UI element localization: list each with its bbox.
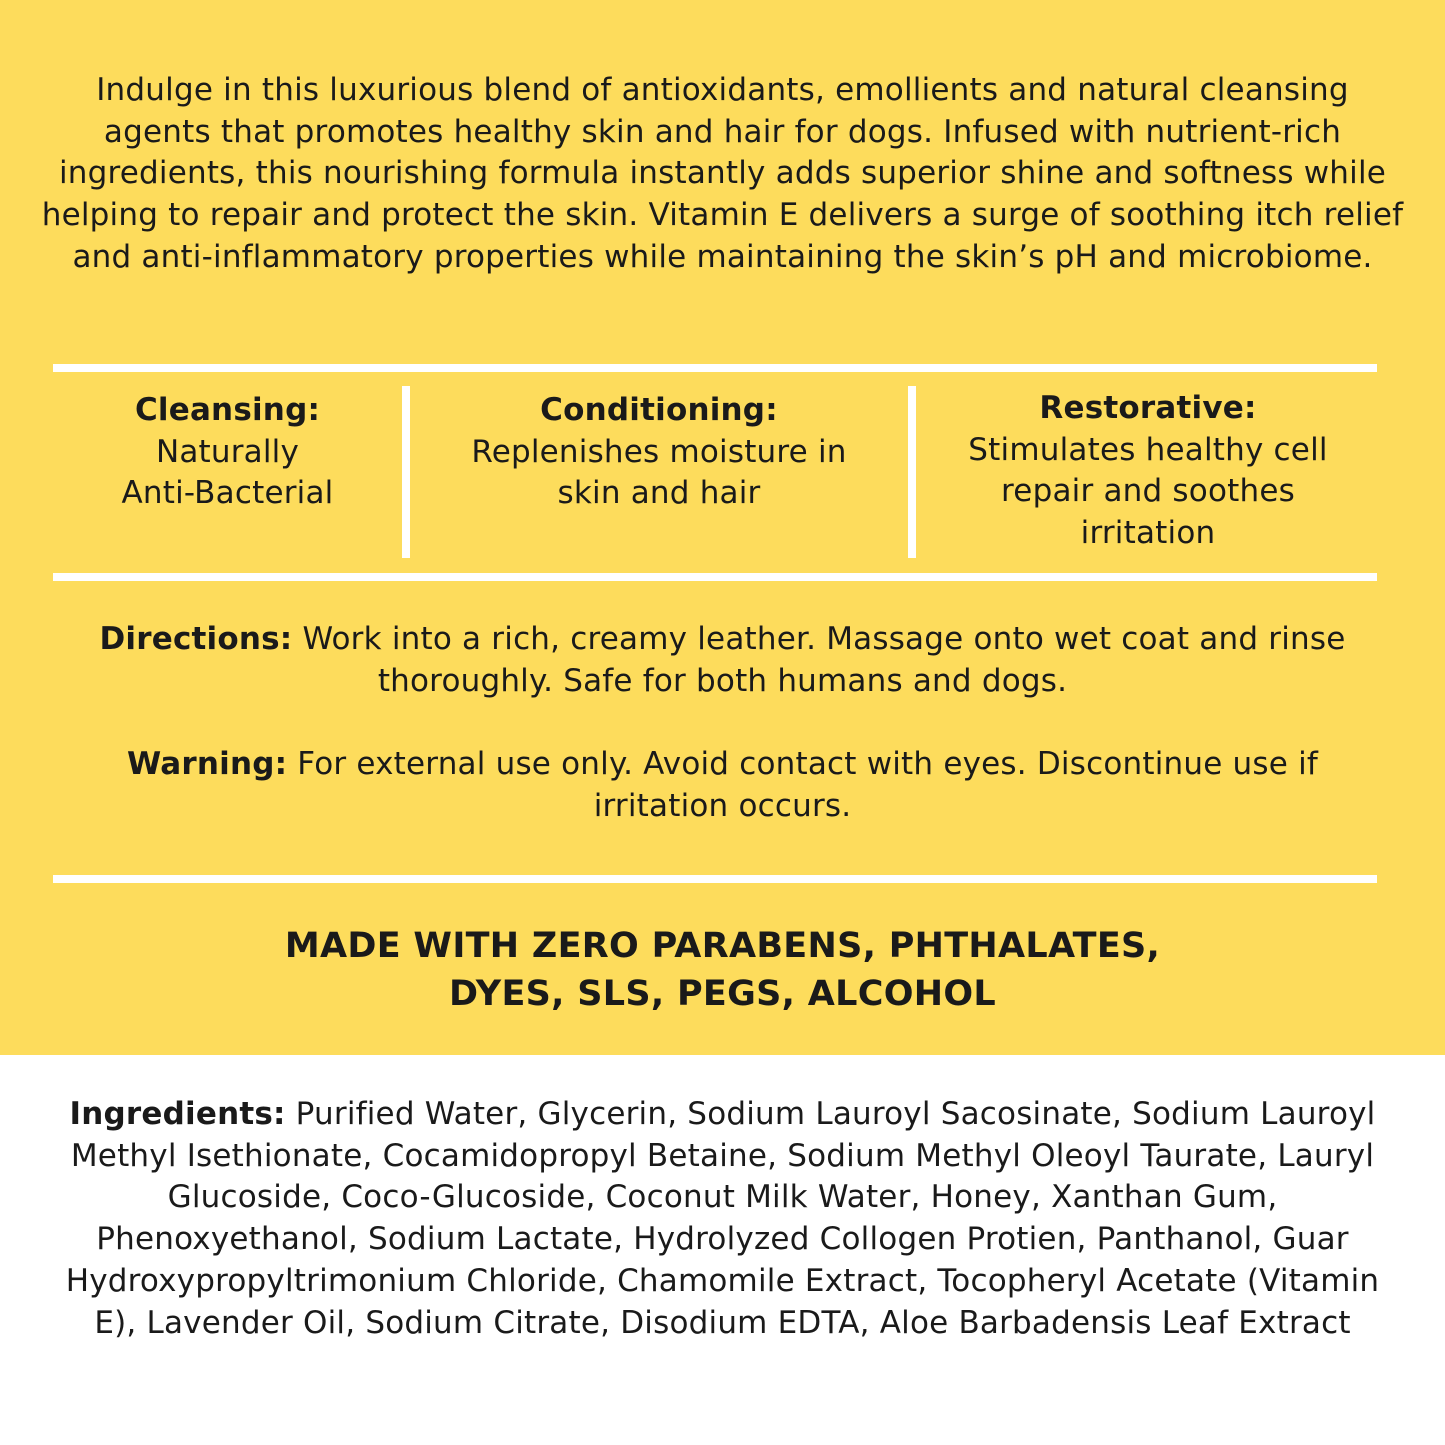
- divider-top: [53, 364, 1377, 372]
- benefit-cleansing: [60, 390, 395, 515]
- warning: [60, 744, 1385, 827]
- divider-vertical-2: [908, 386, 916, 558]
- free-from-line-2: DYES, SLS, PEGS, ALCOHOL: [449, 974, 996, 1014]
- benefit-text: Naturally Anti-Bacterial: [121, 433, 334, 512]
- ingredients-list: [60, 1094, 1385, 1344]
- divider-bottom: [53, 875, 1377, 883]
- divider-vertical-1: [402, 386, 410, 558]
- benefit-text: Stimulates healthy cell repair and soothes irritation: [968, 431, 1328, 552]
- free-from-claim: [60, 922, 1385, 1018]
- benefit-restorative: [920, 388, 1376, 555]
- warning-text: For external use only. Avoid contact with eyes. Discontinue use if irritation occurs.: [297, 746, 1318, 824]
- directions: [60, 619, 1385, 702]
- benefit-text: Replenishes moisture in skin and hair: [471, 433, 847, 512]
- benefit-conditioning: [415, 390, 903, 515]
- benefit-title: Cleansing:: [134, 392, 321, 428]
- benefit-title: Restorative:: [1039, 390, 1257, 426]
- ingredients-label: Ingredients:: [69, 1096, 286, 1132]
- product-description: Indulge in this luxurious blend of antioxidants, emollients and natural cleansing agents that promotes healthy skin and hair for dogs. Infused with nutrient-rich ingredients, this nourishing formula instantly adds superior shine and softness while helping to repair and protect the skin. Vitamin E delivers a surge of soothing itch relief and anti-inflammatory properties while maintaining the skin’s pH and microbiome.: [41, 72, 1404, 275]
- warning-label: Warning:: [126, 746, 288, 782]
- divider-middle: [53, 573, 1377, 581]
- directions-label: Directions:: [99, 621, 293, 657]
- ingredients-text: Purified Water, Glycerin, Sodium Lauroyl Sacosinate, Sodium Lauroyl Methyl Isethionate, Cocamidopropyl Betaine, Sodium Methyl Oleoyl Taurate, Lauryl Glucoside, Coco-Glucoside, Coconut Milk Water, Honey, Xanthan Gum, Phenoxyethanol, Sodium Lactate, Hydrolyzed Collogen Protien, Panthanol, Guar Hydroxypropyltrimonium Chloride, Chamomile Extract, Tocopheryl Acetate (Vitamin E), Lavender Oil, Sodium Citrate, Disodium EDTA, Aloe Barbadensis Leaf Extract: [65, 1096, 1380, 1341]
- benefit-title: Conditioning:: [540, 392, 778, 428]
- directions-text: Work into a rich, creamy leather. Massage onto wet coat and rinse thoroughly. Safe for both humans and dogs.: [302, 621, 1346, 699]
- free-from-line-1: MADE WITH ZERO PARABENS, PHTHALATES,: [284, 926, 1161, 966]
